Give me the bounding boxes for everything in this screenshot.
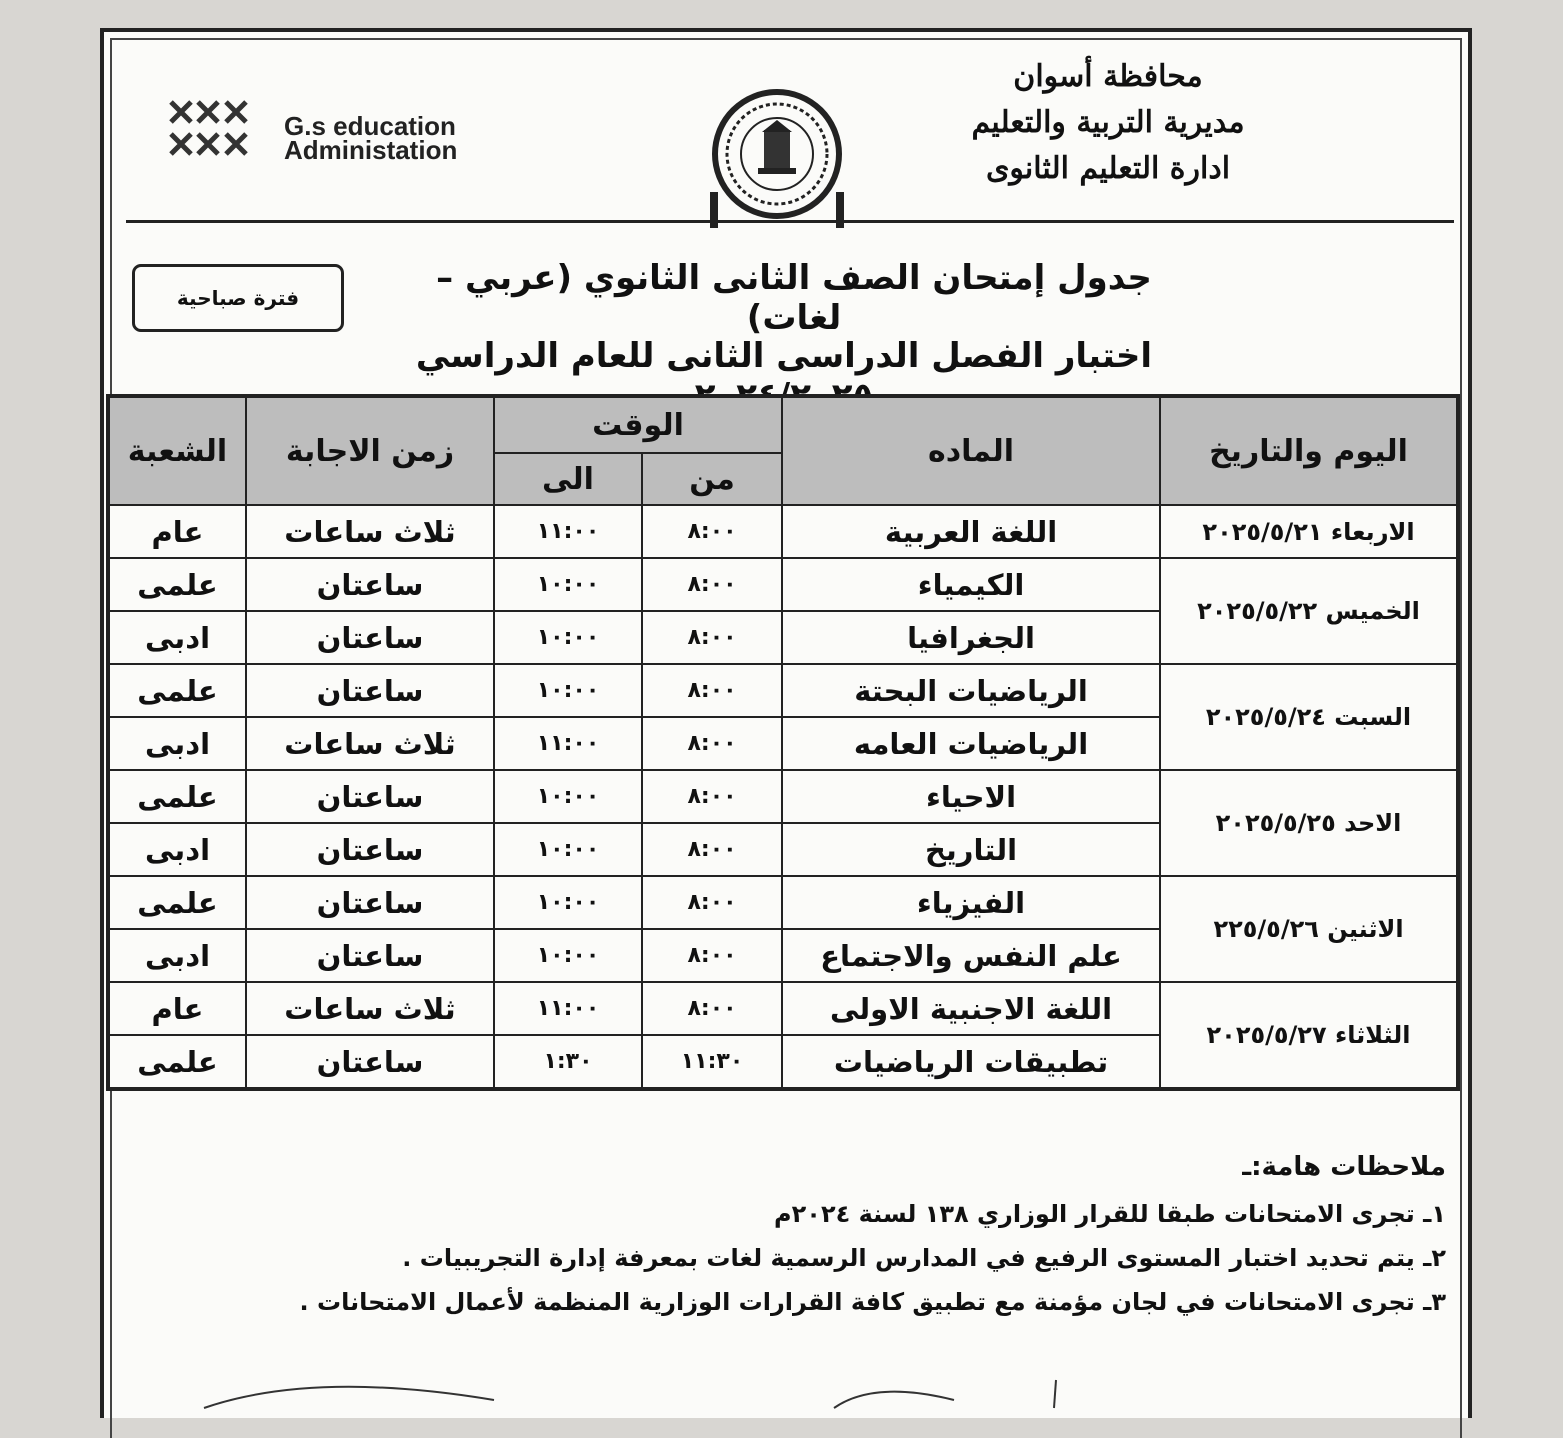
to-cell: ١١:٠٠: [494, 982, 642, 1035]
subject-cell: علم النفس والاجتماع: [782, 929, 1160, 982]
header-subject: الماده: [782, 396, 1160, 505]
note-item: ١ـ تجرى الامتحانات طبقا للقرار الوزاري ١٣٨ لسنة ٢٠٢٤م: [774, 1200, 1446, 1228]
duration-cell: ساعتان: [246, 558, 494, 611]
section-cell: ادبى: [108, 611, 246, 664]
subject-cell: الكيمياء: [782, 558, 1160, 611]
subject-cell: الفيزياء: [782, 876, 1160, 929]
to-cell: ١٠:٠٠: [494, 929, 642, 982]
directorate-name: مديرية التربية والتعليم: [971, 105, 1245, 140]
logo-text: [284, 111, 458, 165]
table-row: [108, 770, 1458, 823]
from-cell: ١١:٣٠: [642, 1035, 782, 1089]
exam-schedule-sheet: [100, 28, 1472, 1418]
signature-strokes-icon: [194, 1370, 1094, 1410]
day-date-cell: السبت ٢٠٢٥/٥/٢٤: [1160, 664, 1458, 770]
logo-line-1: G.s education: [284, 111, 456, 141]
header-duration: زمن الاجابة: [246, 396, 494, 505]
schedule-table-wrapper: [106, 394, 1456, 1091]
section-cell: علمى: [108, 770, 246, 823]
period-badge: فترة صباحية: [132, 264, 344, 332]
from-cell: ٨:٠٠: [642, 929, 782, 982]
subject-cell: تطبيقات الرياضيات: [782, 1035, 1160, 1089]
subject-cell: الجغرافيا: [782, 611, 1160, 664]
schedule-subtitle: اختبار الفصل الدراسى الثانى للعام الدراسي: [415, 336, 1153, 376]
section-cell: علمى: [108, 876, 246, 929]
from-cell: ٨:٠٠: [642, 505, 782, 558]
section-cell: علمى: [108, 664, 246, 717]
section-cell: ادبى: [108, 717, 246, 770]
table-row: [108, 876, 1458, 929]
to-cell: ١١:٠٠: [494, 505, 642, 558]
duration-cell: ساعتان: [246, 823, 494, 876]
section-cell: علمى: [108, 558, 246, 611]
duration-cell: ساعتان: [246, 876, 494, 929]
header-divider: [126, 220, 1454, 223]
duration-cell: ساعتان: [246, 664, 494, 717]
important-notes: [246, 1152, 1446, 1324]
day-date-cell: الاثنين ٢٢٥/٥/٢٦: [1160, 876, 1458, 982]
subject-cell: الاحياء: [782, 770, 1160, 823]
table-row: [108, 982, 1458, 1035]
day-date-cell: الثلاثاء ٢٠٢٥/٥/٢٧: [1160, 982, 1458, 1089]
from-cell: ٨:٠٠: [642, 558, 782, 611]
duration-cell: ثلاث ساعات: [246, 982, 494, 1035]
subject-cell: اللغة الاجنبية الاولى: [782, 982, 1160, 1035]
from-cell: ٨:٠٠: [642, 717, 782, 770]
governorate-name: محافظة أسوان: [1013, 59, 1203, 94]
from-cell: ٨:٠٠: [642, 611, 782, 664]
subject-cell: التاريخ: [782, 823, 1160, 876]
section-cell: ادبى: [108, 823, 246, 876]
table-row: [108, 505, 1458, 558]
table-row: [108, 664, 1458, 717]
from-cell: ٨:٠٠: [642, 770, 782, 823]
section-cell: علمى: [108, 1035, 246, 1089]
day-date-cell: الخميس ٢٠٢٥/٥/٢٢: [1160, 558, 1458, 664]
to-cell: ١١:٠٠: [494, 717, 642, 770]
note-item: ٣ـ تجرى الامتحانات في لجان مؤمنة مع تطبيق كافة القرارات الوزارية المنظمة لأعمال الامتحانات .: [299, 1288, 1446, 1316]
table-row: [108, 558, 1458, 611]
duration-cell: ساعتان: [246, 1035, 494, 1089]
administration-name: ادارة التعليم الثانوى: [985, 151, 1231, 186]
header-to: الى: [494, 453, 642, 505]
from-cell: ٨:٠٠: [642, 876, 782, 929]
gs-logo-mark-icon: [166, 94, 256, 164]
gs-education-logo: [166, 94, 546, 174]
to-cell: ١٠:٠٠: [494, 876, 642, 929]
to-cell: ١٠:٠٠: [494, 770, 642, 823]
schedule-table: [106, 394, 1460, 1091]
section-cell: ادبى: [108, 929, 246, 982]
duration-cell: ثلاث ساعات: [246, 717, 494, 770]
to-cell: ١٠:٠٠: [494, 823, 642, 876]
duration-cell: ساعتان: [246, 611, 494, 664]
subject-cell: الرياضيات البحتة: [782, 664, 1160, 717]
to-cell: ١٠:٠٠: [494, 664, 642, 717]
ministry-emblem-icon: [702, 82, 852, 232]
duration-cell: ساعتان: [246, 770, 494, 823]
logo-line-2: Administation: [284, 135, 458, 165]
from-cell: ٨:٠٠: [642, 982, 782, 1035]
to-cell: ١٠:٠٠: [494, 558, 642, 611]
header-section: الشعبة: [108, 396, 246, 505]
to-cell: ١٠:٠٠: [494, 611, 642, 664]
header-day-date: اليوم والتاريخ: [1160, 396, 1458, 505]
subject-cell: الرياضيات العامه: [782, 717, 1160, 770]
section-cell: عام: [108, 505, 246, 558]
header-arabic: [938, 54, 1278, 192]
day-date-cell: الاحد ٢٠٢٥/٥/٢٥: [1160, 770, 1458, 876]
duration-cell: ساعتان: [246, 929, 494, 982]
to-cell: ١:٣٠: [494, 1035, 642, 1089]
from-cell: ٨:٠٠: [642, 823, 782, 876]
header-from: من: [642, 453, 782, 505]
note-item: ٢ـ يتم تحديد اختبار المستوى الرفيع في المدارس الرسمية لغات بمعرفة إدارة التجريبيات .: [402, 1244, 1446, 1272]
section-cell: عام: [108, 982, 246, 1035]
duration-cell: ثلاث ساعات: [246, 505, 494, 558]
subject-cell: اللغة العربية: [782, 505, 1160, 558]
day-date-cell: الاربعاء ٢٠٢٥/٥/٢١: [1160, 505, 1458, 558]
schedule-title: جدول إمتحان الصف الثانى الثانوي (عربي – لغات): [436, 258, 1152, 338]
notes-heading: ملاحظات هامة:ـ: [1242, 1152, 1446, 1182]
from-cell: ٨:٠٠: [642, 664, 782, 717]
header-time: الوقت: [494, 396, 782, 453]
